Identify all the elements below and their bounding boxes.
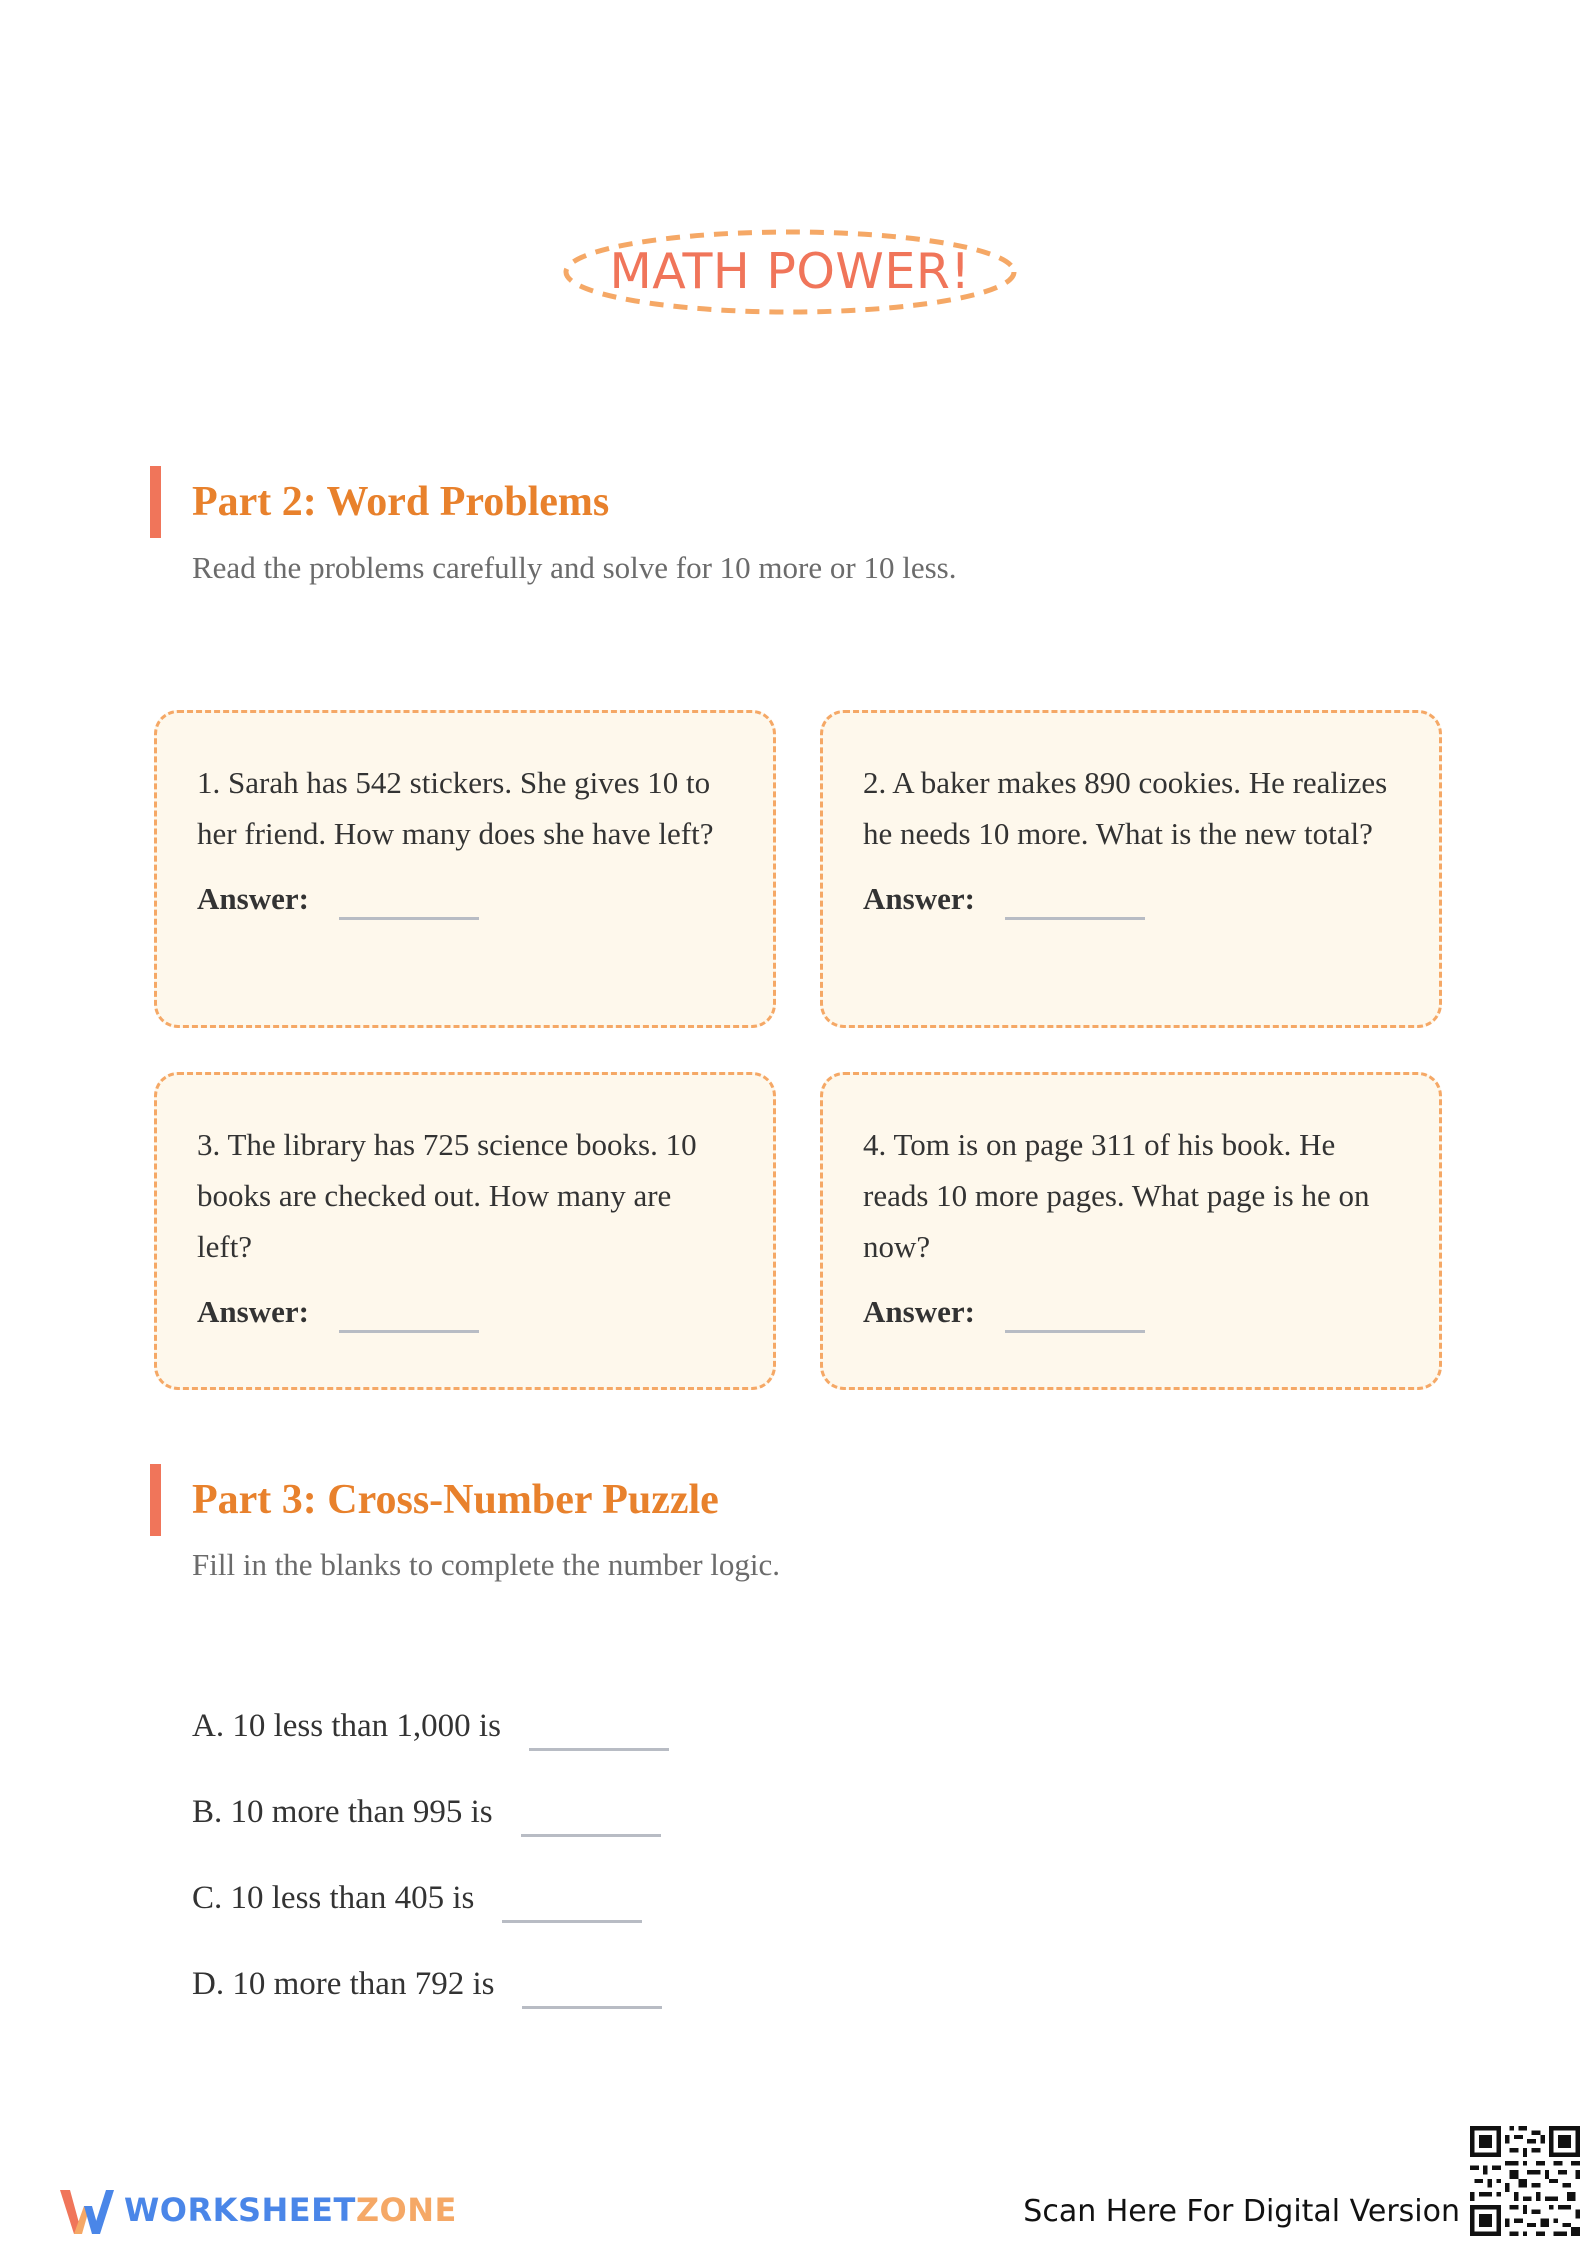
problem-question: 3. The library has 725 science books. 10 books are checked out. How many are left?: [197, 1127, 697, 1264]
problem-question: 2. A baker makes 890 cookies. He realizes he needs 10 more. What is the new total?: [863, 765, 1388, 851]
part2-instructions: Read the problems carefully and solve for 10 more or 10 less.: [192, 550, 957, 585]
problem-card-4: [820, 1072, 1442, 1390]
puzzle-text: B. 10 more than 995 is: [192, 1794, 493, 1830]
page-title: MATH POWER!: [609, 243, 971, 300]
puzzle-blank[interactable]: [521, 1834, 661, 1837]
part3-title: Part 3: Cross-Number Puzzle: [192, 1477, 719, 1523]
answer-row: [197, 881, 733, 917]
answer-blank[interactable]: [339, 1330, 479, 1333]
title-badge: [560, 224, 1020, 320]
puzzle-blank[interactable]: [502, 1920, 642, 1923]
worksheetzone-logo: [56, 2180, 476, 2240]
answer-label: Answer:: [863, 881, 975, 916]
answer-label: Answer:: [863, 1294, 975, 1329]
answer-row: [863, 1294, 1399, 1330]
puzzle-text: A. 10 less than 1,000 is: [192, 1708, 501, 1744]
answer-blank[interactable]: [1005, 917, 1145, 920]
puzzle-item-a: [192, 1708, 669, 1752]
w-logo-icon: [56, 2184, 116, 2240]
scan-instruction: Scan Here For Digital Version: [1023, 2194, 1460, 2229]
answer-label: Answer:: [197, 881, 309, 916]
problem-card-1: [154, 710, 776, 1028]
puzzle-item-d: [192, 1966, 662, 2010]
problem-card-2: [820, 710, 1442, 1028]
problem-card-3: [154, 1072, 776, 1390]
qr-code-icon[interactable]: [1470, 2126, 1580, 2236]
puzzle-item-b: [192, 1794, 661, 1838]
answer-blank[interactable]: [339, 917, 479, 920]
puzzle-text: D. 10 more than 792 is: [192, 1966, 495, 2002]
answer-row: [197, 1294, 733, 1330]
answer-label: Answer:: [197, 1294, 309, 1329]
logo-text-zone: ZONE: [355, 2191, 457, 2229]
section-accent-bar: [150, 1464, 161, 1536]
answer-row: [863, 881, 1399, 917]
part3-instructions: Fill in the blanks to complete the number logic.: [192, 1547, 781, 1582]
problem-question: 4. Tom is on page 311 of his book. He reads 10 more pages. What page is he on now?: [863, 1127, 1370, 1264]
puzzle-blank[interactable]: [529, 1748, 669, 1751]
puzzle-blank[interactable]: [522, 2006, 662, 2009]
section-accent-bar: [150, 466, 161, 538]
logo-text-worksheet: WORKSHEET: [124, 2191, 356, 2229]
puzzle-text: C. 10 less than 405 is: [192, 1880, 475, 1916]
problem-question: 1. Sarah has 542 stickers. She gives 10 to her friend. How many does she have left?: [197, 765, 714, 851]
logo-wordmark: [124, 2180, 457, 2240]
puzzle-item-c: [192, 1880, 642, 1924]
answer-blank[interactable]: [1005, 1330, 1145, 1333]
part2-title: Part 2: Word Problems: [192, 479, 610, 525]
